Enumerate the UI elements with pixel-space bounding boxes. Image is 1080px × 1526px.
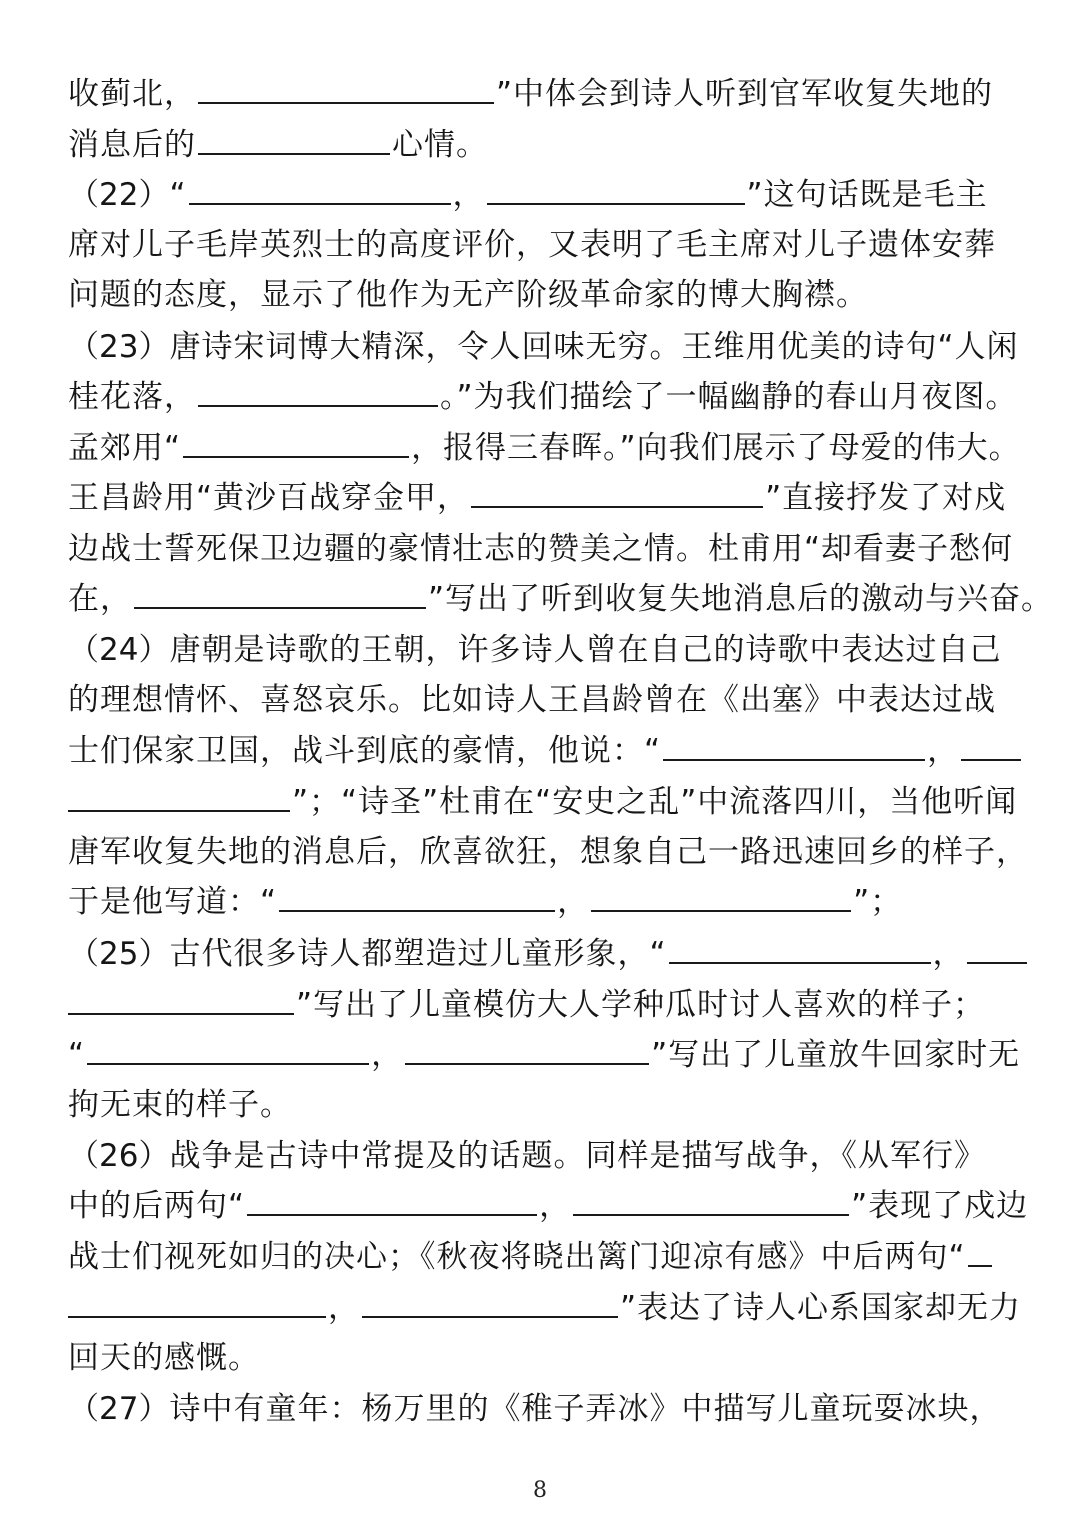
question-26: （26）战争是古诗中常提及的话题。同样是描写战争，《从军行》: [68, 1138, 986, 1174]
answer-blank[interactable]: [471, 476, 763, 508]
text-line: 桂花落， 。”为我们描绘了一幅幽静的春山月夜图。: [68, 375, 1022, 419]
question-27: （27）诗中有童年：杨万里的《稚子弄冰》中描写儿童玩耍冰块，: [68, 1391, 1002, 1427]
question-number: （22）: [68, 177, 170, 213]
answer-blank[interactable]: [279, 880, 555, 912]
text-line: 于是他写道：“ ， ”；: [68, 880, 1022, 924]
answer-blank[interactable]: [663, 729, 925, 761]
text-line: 战士们视死如归的决心；《秋夜将晓出篱门迎凉有感》中后两句“: [68, 1235, 1022, 1279]
text-line: 在， ”写出了听到收复失地消息后的激动与兴奋。: [68, 577, 1022, 621]
answer-blank[interactable]: [189, 173, 451, 205]
text-line: 消息后的 心情。: [68, 123, 1022, 167]
question-22: （22）“ ， ”这句话既是毛主: [68, 173, 1022, 217]
question-25: （25）古代很多诗人都塑造过儿童形象，“ ，: [68, 932, 1022, 976]
answer-blank[interactable]: [87, 1033, 369, 1065]
answer-blank[interactable]: [198, 72, 494, 104]
text-line: 席对儿子毛岸英烈士的高度评价，又表明了毛主席对儿子遗体安葬: [68, 227, 996, 263]
answer-blank[interactable]: [68, 780, 290, 812]
answer-blank[interactable]: [68, 983, 294, 1015]
text-line: ”写出了儿童模仿大人学种瓜时讨人喜欢的样子；: [68, 983, 1022, 1027]
answer-blank[interactable]: [134, 577, 426, 609]
text-line: 问题的态度，显示了他作为无产阶级革命家的博大胸襟。: [68, 277, 868, 313]
text-line: 唐军收复失地的消息后，欣喜欲狂，想象自己一路迅速回乡的样子，: [68, 834, 1028, 870]
question-number: （27）: [68, 1391, 170, 1427]
text-line: 孟郊用“ ，报得三春晖。”向我们展示了母爱的伟大。: [68, 426, 1022, 470]
text-line: ”；“诗圣”杜甫在“安史之乱”中流落四川，当他听闻: [68, 780, 1022, 824]
answer-blank[interactable]: [591, 880, 851, 912]
text-line: 回天的感慨。: [68, 1340, 260, 1376]
answer-blank[interactable]: [68, 1286, 326, 1318]
answer-blank[interactable]: [967, 932, 1027, 964]
answer-blank[interactable]: [405, 1033, 649, 1065]
page-number: 8: [533, 1478, 547, 1503]
answer-blank[interactable]: [968, 1235, 992, 1267]
answer-blank[interactable]: [573, 1184, 849, 1216]
question-number: （24）: [68, 632, 170, 668]
question-number: （23）: [68, 329, 170, 365]
answer-blank[interactable]: [247, 1184, 537, 1216]
question-number: （25）: [68, 936, 170, 972]
text-line: ， ”表达了诗人心系国家却无力: [68, 1286, 1022, 1330]
text-line: 拘无束的样子。: [68, 1087, 292, 1123]
text-line: 边战士誓死保卫边疆的豪情壮志的赞美之情。杜甫用“却看妻子愁何: [68, 531, 1014, 567]
answer-blank[interactable]: [669, 932, 931, 964]
answer-blank[interactable]: [487, 173, 745, 205]
text-line: 士们保家卫国，战斗到底的豪情，他说：“ ，: [68, 729, 1022, 773]
answer-blank[interactable]: [198, 123, 390, 155]
text-line: 中的后两句“ ， ”表现了戍边: [68, 1184, 1022, 1228]
answer-blank[interactable]: [183, 426, 409, 458]
question-23: （23）唐诗宋词博大精深，令人回味无穷。王维用优美的诗句“人闲: [68, 329, 1019, 365]
text-line: 收蓟北， ”中体会到诗人听到官军收复失地的: [68, 72, 1022, 116]
text-line: 的理想情怀、喜怒哀乐。比如诗人王昌龄曾在《出塞》中表达过战: [68, 682, 996, 718]
text-line: 王昌龄用“黄沙百战穿金甲， ”直接抒发了对戍: [68, 476, 1022, 520]
answer-blank[interactable]: [198, 375, 438, 407]
question-24: （24）唐朝是诗歌的王朝，许多诗人曾在自己的诗歌中表达过自己: [68, 632, 1002, 668]
text-line: “ ， ”写出了儿童放牛回家时无: [68, 1033, 1022, 1077]
answer-blank[interactable]: [961, 729, 1021, 761]
question-number: （26）: [68, 1138, 170, 1174]
answer-blank[interactable]: [362, 1286, 618, 1318]
